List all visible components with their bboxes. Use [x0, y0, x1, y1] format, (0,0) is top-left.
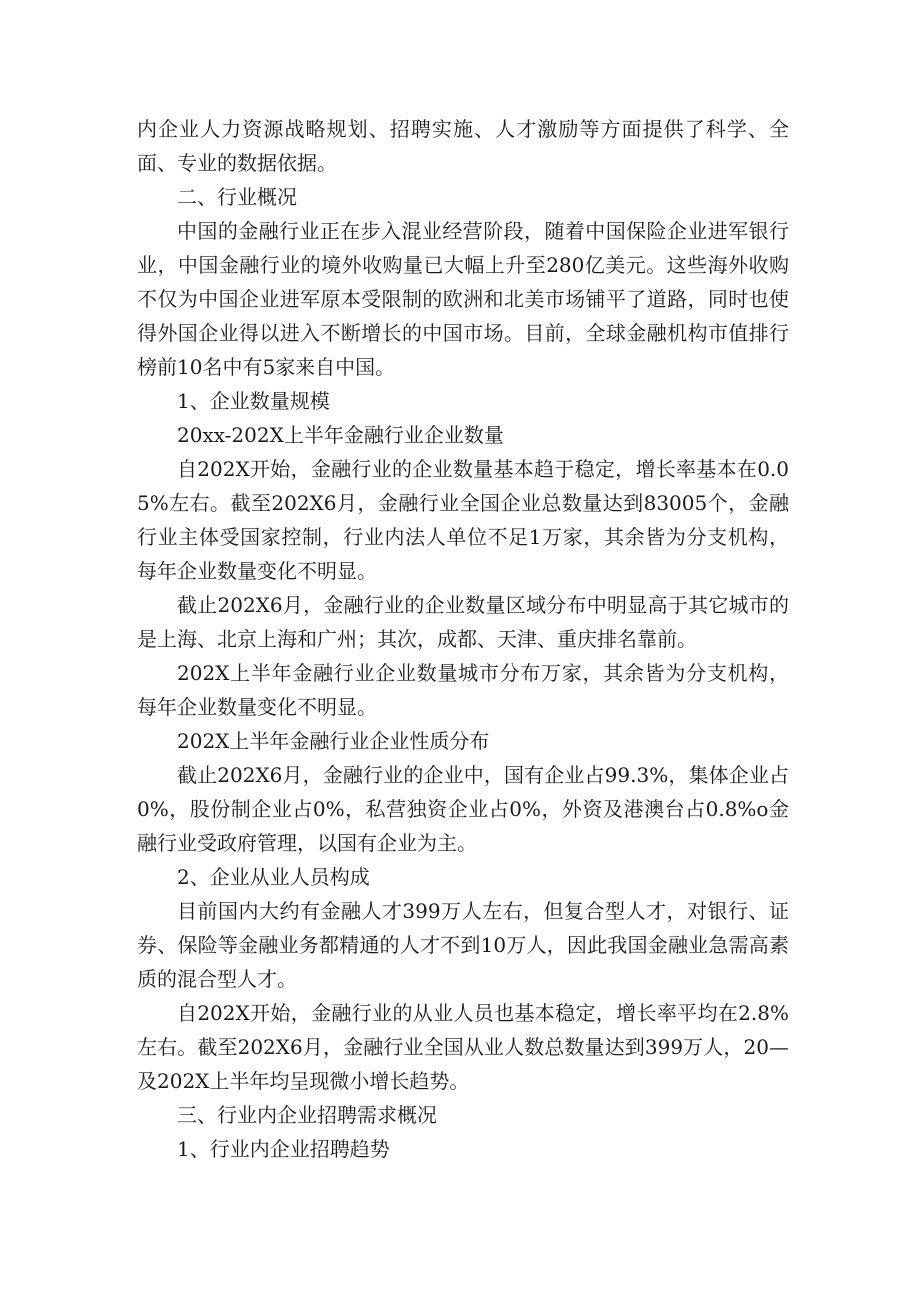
paragraph-industry-overview: 中国的金融行业正在步入混业经营阶段，随着中国保险企业进军银行业，中国金融行业的境外收购量已大幅上升至280亿美元。这些海外收购不仅为中国企业进军原本受限制的欧洲和北美市场铺平了道路，同时也使得外国企业得以进入不断增长的中国市场。目前，全球金融机构市值排行榜前10名中有5家来自中国。 — [137, 219, 789, 379]
paragraph-talent-demand: 目前国内大约有金融人才399万人左右，但复合型人才，对银行、证券、保险等金融业务都精通的人才不到10万人，因此我国金融业急需高素质的混合型人才。 — [137, 899, 789, 991]
document-body — [137, 112, 789, 1166]
paragraph-enterprise-nature: 截止202X6月，金融行业的企业中，国有企业占99.3%，集体企业占0%，股份制企业占0%，私营独资企业占0%，外资及港澳台占0.8%o金融行业受政府管理，以国有企业为主。 — [137, 763, 789, 855]
section-heading-industry-overview: 二、行业概况 — [177, 185, 297, 209]
caption-enterprise-count: 20xx-202X上半年金融行业企业数量 — [177, 423, 504, 447]
paragraph-regional-distribution: 截止202X6月，金融行业的企业数量区域分布中明显高于其它城市的是上海、北京上海和广州；其次，成都、天津、重庆排名靠前。 — [137, 593, 789, 651]
paragraph-enterprise-count: 自202X开始，金融行业的企业数量基本趋于稳定，增长率基本在0.05%左右。截至202X6月，金融行业全国企业总数量达到83005个，金融行业主体受国家控制，行业内法人单位不足1万家，其余皆为分支机构，每年企业数量变化不明显。 — [137, 457, 789, 583]
subheading-enterprise-scale: 1、企业数量规模 — [177, 389, 330, 413]
caption-enterprise-nature: 202X上半年金融行业企业性质分布 — [177, 729, 490, 753]
paragraph-city-distribution: 202X上半年金融行业企业数量城市分布万家，其余皆为分支机构，每年企业数量变化不明显。 — [137, 661, 789, 719]
paragraph-employee-growth: 自202X开始，金融行业的从业人员也基本稳定，增长率平均在2.8%左右。截至202X6月，金融行业全国从业人数总数量达到399万人，20—及202X上半年均呈现微小增长趋势。 — [137, 1001, 789, 1093]
section-heading-recruitment-demand: 三、行业内企业招聘需求概况 — [177, 1103, 437, 1127]
paragraph-continuation: 内企业人力资源战略规划、招聘实施、人才激励等方面提供了科学、全面、专业的数据依据。 — [137, 117, 789, 175]
subheading-recruitment-trend: 1、行业内企业招聘趋势 — [177, 1137, 390, 1161]
subheading-employee-composition: 2、企业从业人员构成 — [177, 865, 370, 889]
